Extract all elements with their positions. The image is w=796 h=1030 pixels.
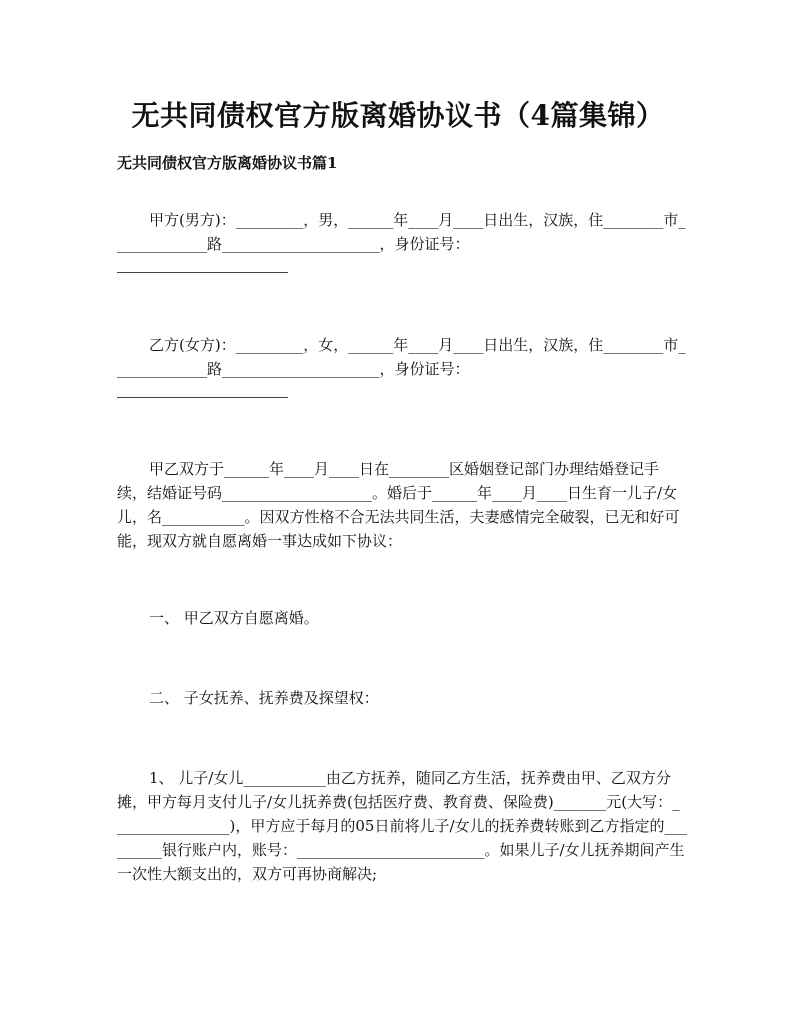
clause-2-heading: 二、 子女抚养、抚养费及探望权： — [149, 689, 379, 707]
clause-2-sub-1: 1、 儿子/女儿___________由乙方抚养，随同乙方生活，抚养费由甲、乙双方分摊，甲方每月支付儿子/女儿抚养费(包括医疗费、教育费、保险费)_______元(大写：________________)，甲方应于每月的05日前将儿子/女儿的抚养费转账到乙方指定的_________银行账户内，账号：_________________________。如果儿子/女儿抚养期间产生一次性大额支出的，双方可再协商解决; — [117, 769, 687, 883]
id-number-blank-b — [117, 397, 288, 398]
party-b-paragraph: 乙方(女方)：_________，女，______年____月____日出生，汉族，住________市_____________路_____________________，身份证号： — [117, 336, 686, 378]
document-title: 无共同债权官方版离婚协议书（4篇集锦） — [131, 99, 665, 132]
clause-1: 一、 甲乙双方自愿离婚。 — [149, 609, 319, 627]
party-a-paragraph: 甲方(男方)：_________，男，______年____月____日出生，汉族，住________市_____________路_____________________，身份证号： — [117, 211, 686, 253]
id-number-blank-a — [117, 272, 288, 273]
section-subtitle: 无共同债权官方版离婚协议书篇1 — [117, 154, 338, 172]
marriage-paragraph: 甲乙双方于______年____月____日在________区婚姻登记部门办理结婚登记手续，结婚证号码____________________。婚后于______年____月____日生育一儿子/女儿，名___________。因双方性格不合无法共同生活，夫妻感情完全破裂，已无和好可能，现双方就自愿离婚一事达成如下协议： — [117, 460, 680, 550]
